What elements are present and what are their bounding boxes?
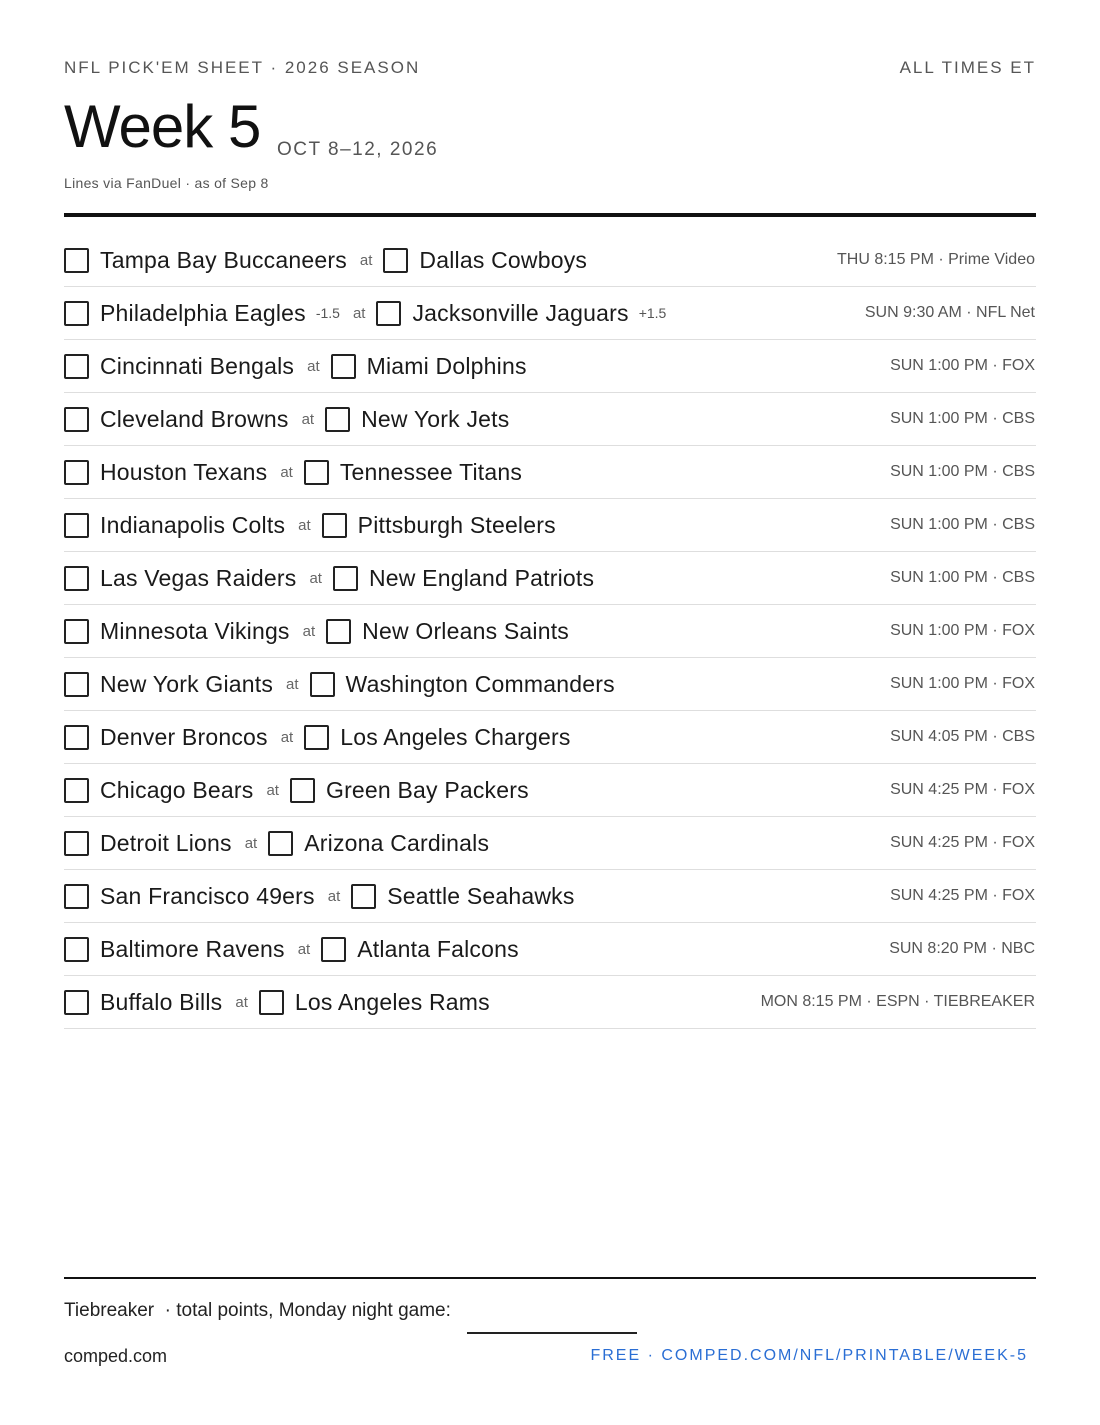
home-team: Jacksonville Jaguars <box>412 299 629 326</box>
away-team: Minnesota Vikings <box>100 617 290 644</box>
games-list <box>64 234 1036 1029</box>
away-team: Indianapolis Colts <box>100 511 286 538</box>
away-pick-checkbox[interactable] <box>64 301 89 326</box>
at-label: at <box>307 357 320 375</box>
home-team: Tennessee Titans <box>339 458 523 485</box>
away-team: Philadelphia Eagles <box>100 299 306 326</box>
game-row <box>64 764 1036 817</box>
away-team: Cleveland Browns <box>100 405 289 432</box>
game-time-network: SUN 4:25 PM · FOX <box>890 887 1035 904</box>
at-label: at <box>301 410 315 428</box>
away-pick-checkbox[interactable] <box>64 831 89 856</box>
home-team: Los Angeles Rams <box>294 988 490 1015</box>
tiebreaker-row <box>64 1300 637 1322</box>
away-team: Tampa Bay Buccaneers <box>100 246 347 273</box>
home-team: Seattle Seahawks <box>387 882 575 909</box>
game-row <box>64 658 1036 711</box>
at-label: at <box>327 887 341 905</box>
at-label: at <box>297 940 311 958</box>
home-team: Atlanta Falcons <box>357 935 519 962</box>
away-pick-checkbox[interactable] <box>64 354 89 379</box>
away-team: Buffalo Bills <box>100 988 223 1015</box>
home-team: Los Angeles Chargers <box>340 723 571 750</box>
away-team: Houston Texans <box>100 458 268 485</box>
game-row <box>64 552 1036 605</box>
home-team: Miami Dolphins <box>366 352 527 379</box>
away-pick-checkbox[interactable] <box>64 725 89 750</box>
at-label: at <box>244 834 258 852</box>
lines-note: Lines via FanDuel · as of Sep 8 <box>64 175 269 191</box>
away-spread: -1.5 <box>315 305 340 321</box>
away-team: New York Giants <box>100 670 274 697</box>
away-team: Cincinnati Bengals <box>100 352 295 379</box>
away-team: San Francisco 49ers <box>100 882 315 909</box>
footer-divider <box>64 1277 1036 1279</box>
at-label: at <box>235 993 248 1011</box>
home-pick-checkbox[interactable] <box>333 566 358 591</box>
home-pick-checkbox[interactable] <box>259 990 284 1015</box>
at-label: at <box>280 463 293 481</box>
home-pick-checkbox[interactable] <box>351 884 376 909</box>
game-time-network: SUN 4:05 PM · CBS <box>890 728 1035 745</box>
at-label: at <box>302 622 316 640</box>
site-link[interactable]: FREE · COMPED.COM/NFL/PRINTABLE/WEEK-5 <box>590 1347 1028 1364</box>
home-pick-checkbox[interactable] <box>304 460 329 485</box>
game-row <box>64 711 1036 764</box>
home-team: Pittsburgh Steelers <box>357 511 556 538</box>
header-top-row <box>64 58 1036 78</box>
home-team: New Orleans Saints <box>362 617 570 644</box>
game-time-network: MON 8:15 PM · ESPN · TIEBREAKER <box>760 993 1035 1010</box>
game-row <box>64 234 1036 287</box>
pickem-sheet <box>64 0 1036 1425</box>
away-pick-checkbox[interactable] <box>64 990 89 1015</box>
away-pick-checkbox[interactable] <box>64 407 89 432</box>
away-pick-checkbox[interactable] <box>64 778 89 803</box>
away-pick-checkbox[interactable] <box>64 248 89 273</box>
header-divider <box>64 213 1036 217</box>
game-row <box>64 817 1036 870</box>
home-pick-checkbox[interactable] <box>325 407 350 432</box>
at-label: at <box>359 251 373 269</box>
home-pick-checkbox[interactable] <box>268 831 293 856</box>
home-pick-checkbox[interactable] <box>290 778 315 803</box>
away-team: Las Vegas Raiders <box>100 564 297 591</box>
at-label: at <box>309 569 322 587</box>
home-team: New England Patriots <box>368 564 595 591</box>
game-time-network: SUN 1:00 PM · CBS <box>890 463 1035 480</box>
game-time-network: THU 8:15 PM · Prime Video <box>837 251 1035 268</box>
game-row <box>64 287 1036 340</box>
home-pick-checkbox[interactable] <box>304 725 329 750</box>
home-team: Dallas Cowboys <box>419 246 588 273</box>
sheet-label: NFL PICK'EM SHEET · 2026 SEASON <box>64 58 421 77</box>
at-label: at <box>286 675 299 693</box>
game-time-network: SUN 8:20 PM · NBC <box>889 940 1035 957</box>
game-time-network: SUN 4:25 PM · FOX <box>890 781 1035 798</box>
game-row <box>64 446 1036 499</box>
game-row <box>64 340 1036 393</box>
game-row <box>64 605 1036 658</box>
game-row <box>64 923 1036 976</box>
game-time-network: SUN 1:00 PM · FOX <box>890 622 1035 639</box>
tiebreaker-input-line[interactable] <box>467 1332 637 1334</box>
week-dates: OCT 8–12, 2026 <box>277 139 439 160</box>
home-pick-checkbox[interactable] <box>321 937 346 962</box>
away-team: Detroit Lions <box>100 829 232 856</box>
away-pick-checkbox[interactable] <box>64 884 89 909</box>
page-title: Week 5 <box>64 93 261 160</box>
away-pick-checkbox[interactable] <box>64 566 89 591</box>
at-label: at <box>298 516 311 534</box>
home-team: New York Jets <box>361 405 510 432</box>
away-pick-checkbox[interactable] <box>64 672 89 697</box>
away-pick-checkbox[interactable] <box>64 513 89 538</box>
home-pick-checkbox[interactable] <box>383 248 408 273</box>
tiebreaker-label: Tiebreaker · total points, Monday night game: <box>64 1300 451 1321</box>
away-pick-checkbox[interactable] <box>64 460 89 485</box>
game-time-network: SUN 1:00 PM · FOX <box>890 357 1035 374</box>
times-label: ALL TIMES ET <box>899 58 1036 77</box>
site-name: comped.com <box>64 1346 168 1366</box>
game-time-network: SUN 9:30 AM · NFL Net <box>864 304 1035 321</box>
home-pick-checkbox[interactable] <box>331 354 356 379</box>
game-time-network: SUN 4:25 PM · FOX <box>890 834 1035 851</box>
away-team: Baltimore Ravens <box>100 935 285 962</box>
home-pick-checkbox[interactable] <box>322 513 347 538</box>
away-pick-checkbox[interactable] <box>64 937 89 962</box>
game-time-network: SUN 1:00 PM · FOX <box>890 675 1035 692</box>
game-time-network: SUN 1:00 PM · CBS <box>890 516 1035 533</box>
home-pick-checkbox[interactable] <box>376 301 401 326</box>
game-row <box>64 976 1036 1029</box>
away-team: Denver Broncos <box>100 723 268 750</box>
at-label: at <box>280 728 294 746</box>
home-team: Arizona Cardinals <box>304 829 490 856</box>
home-pick-checkbox[interactable] <box>310 672 335 697</box>
at-label: at <box>266 781 279 799</box>
home-pick-checkbox[interactable] <box>326 619 351 644</box>
game-row <box>64 499 1036 552</box>
home-team: Washington Commanders <box>345 670 615 697</box>
home-spread: +1.5 <box>638 305 667 321</box>
game-time-network: SUN 1:00 PM · CBS <box>890 569 1035 586</box>
at-label: at <box>352 304 366 322</box>
away-team: Chicago Bears <box>100 776 254 803</box>
game-time-network: SUN 1:00 PM · CBS <box>890 410 1035 427</box>
home-team: Green Bay Packers <box>325 776 529 803</box>
away-pick-checkbox[interactable] <box>64 619 89 644</box>
game-row <box>64 870 1036 923</box>
game-row <box>64 393 1036 446</box>
